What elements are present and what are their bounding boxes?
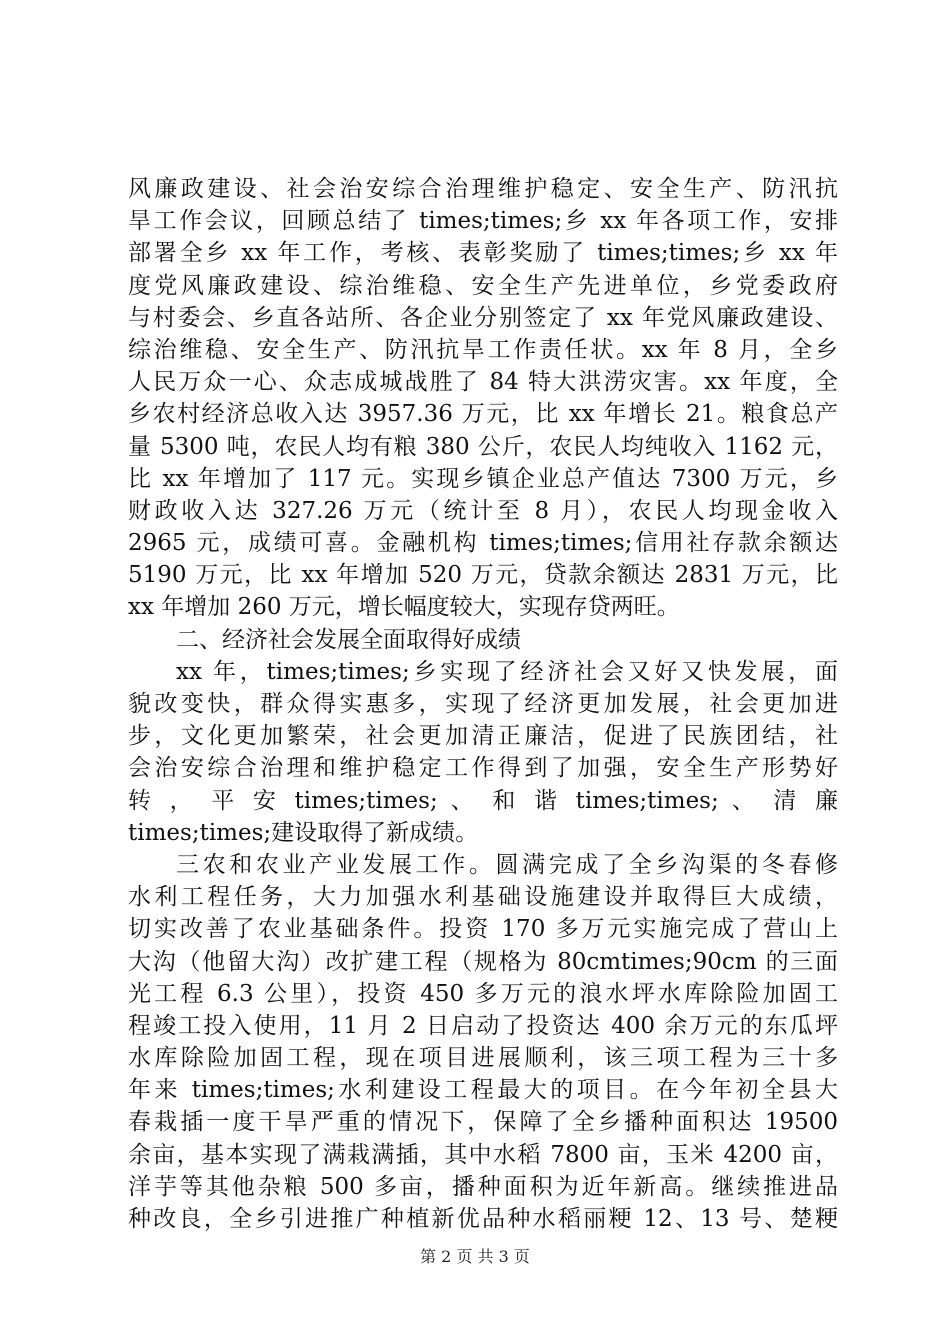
text-line: 转 ， 平 安 times;times; 、 和 谐 times;times; 、 清 廉: [128, 787, 838, 814]
text-line: 2965 元，成绩可喜。金融机构 times;times;信用社存款余额达: [128, 530, 838, 557]
text-line: xx 年，times;times;乡实现了经济社会又好又快发展，面: [176, 658, 838, 685]
text-line: 风廉政建设、社会治安综合治理维护稳定、安全生产、防汛抗: [128, 176, 838, 202]
text-line: 切实改善了农业基础条件。投资 170 多万元实施完成了营山上: [128, 916, 838, 943]
text-line: 与村委会、乡直各站所、各企业分别签定了 xx 年党风廉政建设、: [128, 304, 838, 331]
text-line: 比 xx 年增加了 117 元。实现乡镇企业总产值达 7300 万元，乡: [128, 465, 838, 492]
text-line: 貌改变快，群众得实惠多，实现了经济更加发展，社会更加进: [128, 691, 838, 717]
text-line: 年来 times;times;水利建设工程最大的项目。在今年初全县大: [128, 1077, 838, 1104]
text-line: xx 年增加 260 万元，增长幅度较大，实现存贷两旺。: [128, 594, 680, 621]
text-line: 度党风廉政建设、综治维稳、安全生产先进单位，乡党委政府: [128, 272, 838, 299]
section-heading: 二、经济社会发展全面取得好成绩: [176, 626, 521, 653]
text-line: 大沟（他留大沟）改扩建工程（规格为 80cmtimes;90cm 的三面: [128, 948, 838, 975]
text-line: 部署全乡 xx 年工作，考核、表彰奖励了 times;times;乡 xx 年: [128, 240, 838, 267]
text-line: 会治安综合治理和维护稳定工作得到了加强，安全生产形势好: [128, 755, 838, 782]
text-line: 财政收入达 327.26 万元（统计至 8 月），农民人均现金收入: [128, 497, 838, 524]
text-line: 三农和农业产业发展工作。圆满完成了全乡沟渠的冬春修: [176, 851, 838, 878]
text-line: 量 5300 吨，农民人均有粮 380 公斤，农民人均纯收入 1162 元，: [128, 433, 838, 460]
page-number-footer: 第 2 页 共 3 页: [420, 1247, 530, 1266]
text-line: 综治维稳、安全生产、防汛抗旱工作责任状。xx 年 8 月，全乡: [128, 336, 838, 363]
document-body: [128, 173, 838, 1235]
text-line: 乡农村经济总收入达 3957.36 万元，比 xx 年增长 21。粮食总产: [128, 401, 838, 428]
text-line: 5190 万元，比 xx 年增加 520 万元，贷款余额达 2831 万元，比: [128, 562, 838, 589]
text-line: 水利工程任务，大力加强水利基础设施建设并取得巨大成绩，: [128, 884, 838, 911]
text-line: 程竣工投入使用，11 月 2 日启动了投资达 400 余万元的东瓜坪: [128, 1012, 838, 1039]
text-line: 洋芋等其他杂粮 500 多亩，播种面积为近年新高。继续推进品: [128, 1173, 838, 1200]
text-line: 水库除险加固工程，现在项目进展顺利，该三项工程为三十多: [128, 1045, 838, 1072]
text-line: 步，文化更加繁荣，社会更加清正廉洁，促进了民族团结，社: [128, 723, 838, 750]
text-line: 种改良，全乡引进推广种植新优品种水稻丽粳 12、13 号、楚粳: [128, 1206, 838, 1232]
text-line: 光工程 6.3 公里），投资 450 多万元的浪水坪水库除险加固工: [128, 980, 838, 1007]
text-line: 旱工作会议，回顾总结了 times;times;乡 xx 年各项工作，安排: [128, 208, 838, 235]
text-line: 余亩，基本实现了满栽满插，其中水稻 7800 亩，玉米 4200 亩，: [128, 1141, 838, 1168]
text-line: 春栽插一度干旱严重的情况下，保障了全乡播种面积达 19500: [128, 1109, 838, 1136]
text-line: 人民万众一心、众志成城战胜了 84 特大洪涝灾害。xx 年度，全: [128, 369, 838, 396]
text-line: times;times;建设取得了新成绩。: [128, 819, 479, 846]
